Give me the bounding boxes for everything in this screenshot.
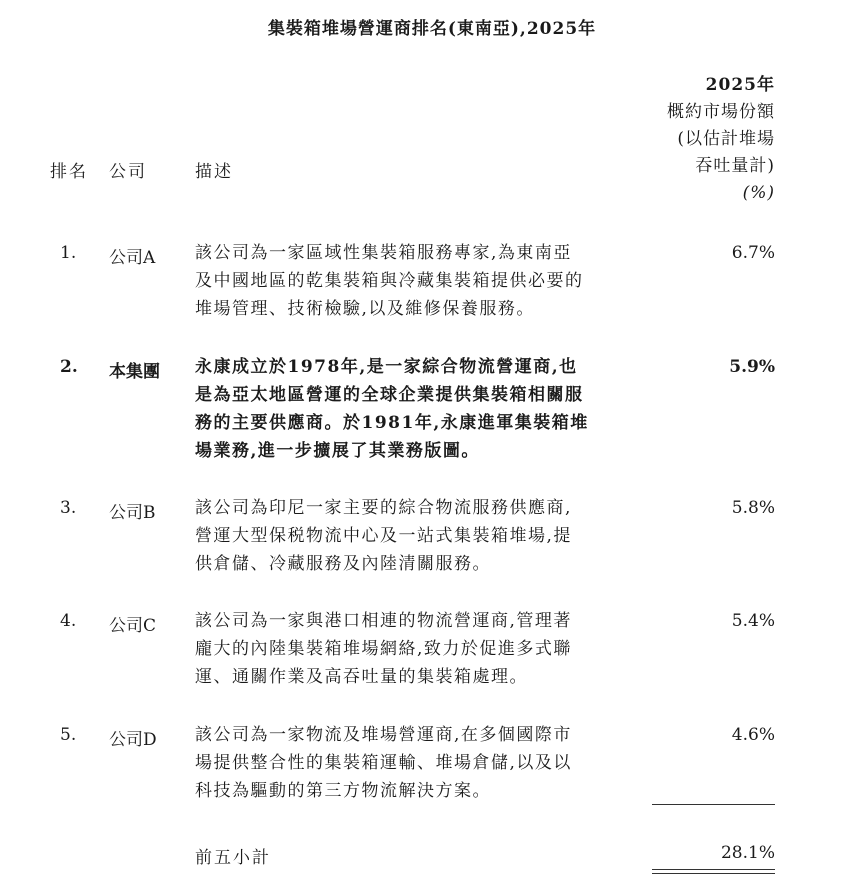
row-4-desc-line: 該公司為一家與港口相連的物流營運商,管理著 bbox=[195, 611, 572, 631]
row-2-desc-line: 永康成立於1978年,是一家綜合物流營運商,也 bbox=[195, 357, 578, 377]
row-4-desc-line: 龐大的內陸集裝箱堆場網絡,致力於促進多式聯 bbox=[195, 639, 572, 659]
row-1-company: 公司A bbox=[109, 248, 156, 268]
row-4-company: 公司C bbox=[109, 616, 157, 636]
share-header-unit: (%) bbox=[742, 183, 775, 203]
row-2-desc-line: 是為亞太地區營運的全球企業提供集裝箱相關服 bbox=[195, 385, 584, 405]
description-column-header: 描述 bbox=[195, 162, 233, 182]
row-5-desc-line: 場提供整合性的集裝箱運輸、堆場倉儲,以及以 bbox=[195, 753, 572, 773]
share-column-header bbox=[600, 72, 775, 207]
page-title: 集裝箱堆場營運商排名(東南亞),2025年 bbox=[267, 19, 597, 39]
share-header-line2: (以估計堆場 bbox=[677, 129, 775, 149]
subtotal-top-rule bbox=[652, 804, 775, 805]
row-1-description bbox=[195, 239, 640, 323]
subtotal-label: 前五小計 bbox=[195, 848, 271, 868]
share-header-year: 2025年 bbox=[705, 75, 775, 95]
row-4-share: 5.4% bbox=[731, 611, 775, 631]
row-5-company: 公司D bbox=[109, 730, 157, 750]
row-2-share: 5.9% bbox=[729, 357, 775, 377]
company-column-header: 公司 bbox=[109, 162, 147, 182]
row-3-rank: 3. bbox=[60, 498, 77, 518]
row-2-desc-line: 場業務,進一步擴展了其業務版圖。 bbox=[195, 441, 480, 461]
row-5-rank: 5. bbox=[60, 725, 77, 745]
row-5-desc-line: 科技為驅動的第三方物流解決方案。 bbox=[195, 781, 491, 801]
row-4-description bbox=[195, 607, 640, 691]
row-1-desc-line: 堆場管理、技術檢驗,以及維修保養服務。 bbox=[195, 299, 535, 319]
row-1-share: 6.7% bbox=[731, 243, 775, 263]
row-3-company: 公司B bbox=[109, 503, 156, 523]
row-3-desc-line: 營運大型保税物流中心及一站式集裝箱堆場,提 bbox=[195, 526, 572, 546]
share-header-line3: 吞吐量計) bbox=[695, 156, 775, 176]
row-4-desc-line: 運、通關作業及高吞吐量的集裝箱處理。 bbox=[195, 667, 528, 687]
row-2-rank: 2. bbox=[60, 357, 78, 377]
rank-column-header: 排名 bbox=[50, 162, 88, 182]
row-1-desc-line: 及中國地區的乾集裝箱與冷藏集裝箱提供必要的 bbox=[195, 271, 584, 291]
row-5-desc-line: 該公司為一家物流及堆場營運商,在多個國際市 bbox=[195, 725, 572, 745]
row-5-share: 4.6% bbox=[731, 725, 775, 745]
row-5-description bbox=[195, 721, 640, 805]
row-3-description bbox=[195, 494, 640, 578]
row-1-desc-line: 該公司為一家區域性集裝箱服務專家,為東南亞 bbox=[195, 243, 572, 263]
row-2-company: 本集團 bbox=[109, 362, 160, 382]
row-3-desc-line: 供倉儲、冷藏服務及內陸清關服務。 bbox=[195, 554, 491, 574]
share-header-line1: 概約市場份額 bbox=[667, 102, 775, 122]
row-2-description bbox=[195, 353, 640, 465]
subtotal-double-rule-bottom bbox=[652, 873, 775, 874]
row-2-desc-line: 務的主要供應商。於1981年,永康進軍集裝箱堆 bbox=[195, 413, 589, 433]
row-1-rank: 1. bbox=[60, 243, 77, 263]
subtotal-double-rule-top bbox=[652, 869, 775, 870]
row-4-rank: 4. bbox=[60, 611, 77, 631]
row-3-desc-line: 該公司為印尼一家主要的綜合物流服務供應商, bbox=[195, 498, 572, 518]
row-3-share: 5.8% bbox=[731, 498, 775, 518]
subtotal-value: 28.1% bbox=[720, 843, 775, 863]
